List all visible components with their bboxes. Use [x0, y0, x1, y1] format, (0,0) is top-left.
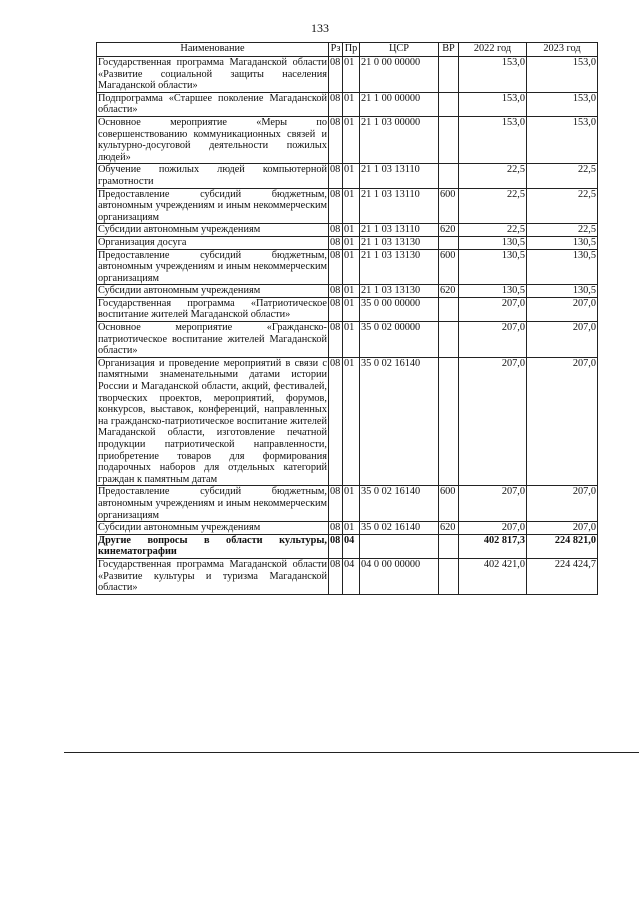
row-amount-2023: 153,0 — [527, 116, 598, 163]
table-row — [97, 249, 598, 285]
row-pr: 04 — [343, 534, 360, 558]
row-name: Субсидии автономным учреждениям — [97, 522, 329, 535]
row-amount-2023: 130,5 — [527, 249, 598, 285]
row-amount-2023: 207,0 — [527, 322, 598, 358]
row-pr: 01 — [343, 188, 360, 224]
row-pr: 01 — [343, 322, 360, 358]
table-row — [97, 558, 598, 594]
row-rz: 08 — [329, 322, 343, 358]
row-amount-2022: 207,0 — [459, 322, 527, 358]
row-name: Организация досуга — [97, 236, 329, 249]
row-vr — [439, 357, 459, 486]
row-vr — [439, 92, 459, 116]
table-row — [97, 522, 598, 535]
row-amount-2022: 130,5 — [459, 236, 527, 249]
row-vr: 600 — [439, 486, 459, 522]
row-vr: 620 — [439, 522, 459, 535]
row-pr: 01 — [343, 57, 360, 93]
row-pr: 01 — [343, 357, 360, 486]
row-name: Обучение пожилых людей компьютерной грамотности — [98, 164, 327, 187]
row-rz: 08 — [329, 558, 343, 594]
row-csr — [360, 534, 439, 558]
row-name: Подпрограмма «Старшее поколение Магаданской области» — [98, 92, 327, 116]
table-row — [97, 236, 598, 249]
row-vr: 600 — [439, 249, 459, 285]
row-vr — [439, 322, 459, 358]
table-row — [97, 486, 598, 522]
row-amount-2023: 224 424,7 — [527, 558, 598, 594]
table-row — [97, 224, 598, 237]
row-amount-2022: 153,0 — [459, 92, 527, 116]
row-name: Предоставление субсидий бюджетным, автономным учреждениям и иным некоммерческим организациям — [98, 188, 327, 223]
row-amount-2023: 207,0 — [527, 357, 598, 486]
row-amount-2023: 22,5 — [527, 188, 598, 224]
row-amount-2022: 402 421,0 — [459, 558, 527, 594]
row-rz: 08 — [329, 164, 343, 188]
row-csr: 21 1 03 13130 — [360, 285, 439, 298]
row-rz: 08 — [329, 236, 343, 249]
row-amount-2023: 207,0 — [527, 486, 598, 522]
header-2022: 2022 год — [459, 43, 527, 57]
row-vr — [439, 534, 459, 558]
row-amount-2023: 22,5 — [527, 164, 598, 188]
row-vr — [439, 297, 459, 321]
row-rz: 08 — [329, 285, 343, 298]
row-amount-2022: 207,0 — [459, 297, 527, 321]
row-pr: 01 — [343, 224, 360, 237]
row-amount-2022: 402 817,3 — [459, 534, 527, 558]
table-row — [97, 57, 598, 93]
row-csr: 35 0 02 16140 — [360, 486, 439, 522]
row-vr: 600 — [439, 188, 459, 224]
row-name: Субсидии автономным учреждениям — [97, 224, 329, 237]
row-vr — [439, 57, 459, 93]
row-name: Государственная программа «Патриотическое воспитание жителей Магаданской области» — [98, 297, 327, 321]
header-csr: ЦСР — [360, 43, 439, 57]
row-csr: 21 1 03 00000 — [360, 116, 439, 163]
row-amount-2023: 224 821,0 — [527, 534, 598, 558]
row-rz: 08 — [329, 116, 343, 163]
row-rz: 08 — [329, 297, 343, 321]
header-vr: ВР — [439, 43, 459, 57]
page-number: 133 — [311, 21, 329, 35]
header-2023: 2023 год — [527, 43, 598, 57]
row-csr: 35 0 02 16140 — [360, 522, 439, 535]
row-amount-2022: 130,5 — [459, 249, 527, 285]
row-pr: 01 — [343, 297, 360, 321]
row-name: Организация и проведение мероприятий в связи с памятными знаменательными датами истории России и Магаданской области, акций, фестивалей, творческих проектов, мероприятий, форумов, конкурсов, выставок, конференций, направленных на гражданско-патриотическое воспитание жителей Магаданской области, изготовление печатной продукции патриотической направленности, приобретение товаров для формирования подарочных наборов для отдельных категорий граждан к памятным датам — [98, 357, 327, 485]
table-header — [97, 43, 598, 57]
row-rz: 08 — [329, 522, 343, 535]
row-amount-2022: 207,0 — [459, 486, 527, 522]
row-amount-2022: 153,0 — [459, 116, 527, 163]
row-rz: 08 — [329, 188, 343, 224]
row-pr: 04 — [343, 558, 360, 594]
row-csr: 35 0 02 16140 — [360, 357, 439, 486]
row-vr — [439, 116, 459, 163]
footer-divider — [64, 752, 639, 753]
header-row — [97, 43, 598, 57]
row-vr — [439, 236, 459, 249]
table-row — [97, 534, 598, 558]
row-amount-2022: 130,5 — [459, 285, 527, 298]
row-csr: 21 1 00 00000 — [360, 92, 439, 116]
header-name: Наименование — [97, 43, 329, 57]
row-rz: 08 — [329, 92, 343, 116]
row-amount-2022: 207,0 — [459, 357, 527, 486]
row-csr: 35 0 00 00000 — [360, 297, 439, 321]
table-row — [97, 116, 598, 163]
row-name: Предоставление субсидий бюджетным, автономным учреждениям и иным некоммерческим организациям — [98, 486, 327, 521]
row-pr: 01 — [343, 116, 360, 163]
row-name: Государственная программа Магаданской области «Развитие культуры и туризма Магаданской области» — [98, 558, 327, 594]
row-amount-2023: 207,0 — [527, 297, 598, 321]
row-pr: 01 — [343, 236, 360, 249]
row-rz: 08 — [329, 486, 343, 522]
row-name: Государственная программа Магаданской области «Развитие социальной защиты населения Магаданской области» — [98, 57, 327, 92]
row-amount-2023: 130,5 — [527, 236, 598, 249]
table-body — [97, 57, 598, 595]
row-pr: 01 — [343, 285, 360, 298]
row-vr — [439, 164, 459, 188]
row-csr: 21 0 00 00000 — [360, 57, 439, 93]
row-csr: 21 1 03 13110 — [360, 188, 439, 224]
row-csr: 21 1 03 13110 — [360, 224, 439, 237]
row-rz: 08 — [329, 249, 343, 285]
row-pr: 01 — [343, 92, 360, 116]
row-vr — [439, 558, 459, 594]
row-vr: 620 — [439, 285, 459, 298]
table-row — [97, 297, 598, 321]
budget-table — [96, 42, 598, 595]
table-row — [97, 357, 598, 486]
row-amount-2023: 153,0 — [527, 57, 598, 93]
table-row — [97, 164, 598, 188]
row-amount-2023: 22,5 — [527, 224, 598, 237]
row-csr: 21 1 03 13130 — [360, 236, 439, 249]
row-amount-2022: 22,5 — [459, 188, 527, 224]
row-amount-2022: 22,5 — [459, 224, 527, 237]
table-row — [97, 188, 598, 224]
row-pr: 01 — [343, 486, 360, 522]
row-name: Субсидии автономным учреждениям — [97, 285, 329, 298]
row-name: Другие вопросы в области культуры, кинематографии — [98, 534, 327, 558]
row-csr: 35 0 02 00000 — [360, 322, 439, 358]
header-rz: Рз — [329, 43, 343, 57]
row-amount-2022: 153,0 — [459, 57, 527, 93]
row-name: Основное мероприятие «Гражданско-патриотическое воспитание жителей Магаданской области» — [98, 322, 327, 357]
row-rz: 08 — [329, 57, 343, 93]
row-amount-2023: 153,0 — [527, 92, 598, 116]
row-pr: 01 — [343, 164, 360, 188]
row-csr: 21 1 03 13130 — [360, 249, 439, 285]
row-name: Основное мероприятие «Меры по совершенствованию коммуникационных связей и культурно-досуговой деятельности пожилых людей» — [98, 116, 327, 163]
row-rz: 08 — [329, 534, 343, 558]
row-pr: 01 — [343, 249, 360, 285]
header-pr: Пр — [343, 43, 360, 57]
row-name: Предоставление субсидий бюджетным, автономным учреждениям и иным некоммерческим организациям — [98, 249, 327, 284]
row-amount-2023: 130,5 — [527, 285, 598, 298]
row-rz: 08 — [329, 357, 343, 486]
row-amount-2022: 22,5 — [459, 164, 527, 188]
row-amount-2022: 207,0 — [459, 522, 527, 535]
row-rz: 08 — [329, 224, 343, 237]
table-row — [97, 322, 598, 358]
table-row — [97, 92, 598, 116]
row-amount-2023: 207,0 — [527, 522, 598, 535]
table-row — [97, 285, 598, 298]
row-pr: 01 — [343, 522, 360, 535]
row-vr: 620 — [439, 224, 459, 237]
row-csr: 04 0 00 00000 — [360, 558, 439, 594]
row-csr: 21 1 03 13110 — [360, 164, 439, 188]
